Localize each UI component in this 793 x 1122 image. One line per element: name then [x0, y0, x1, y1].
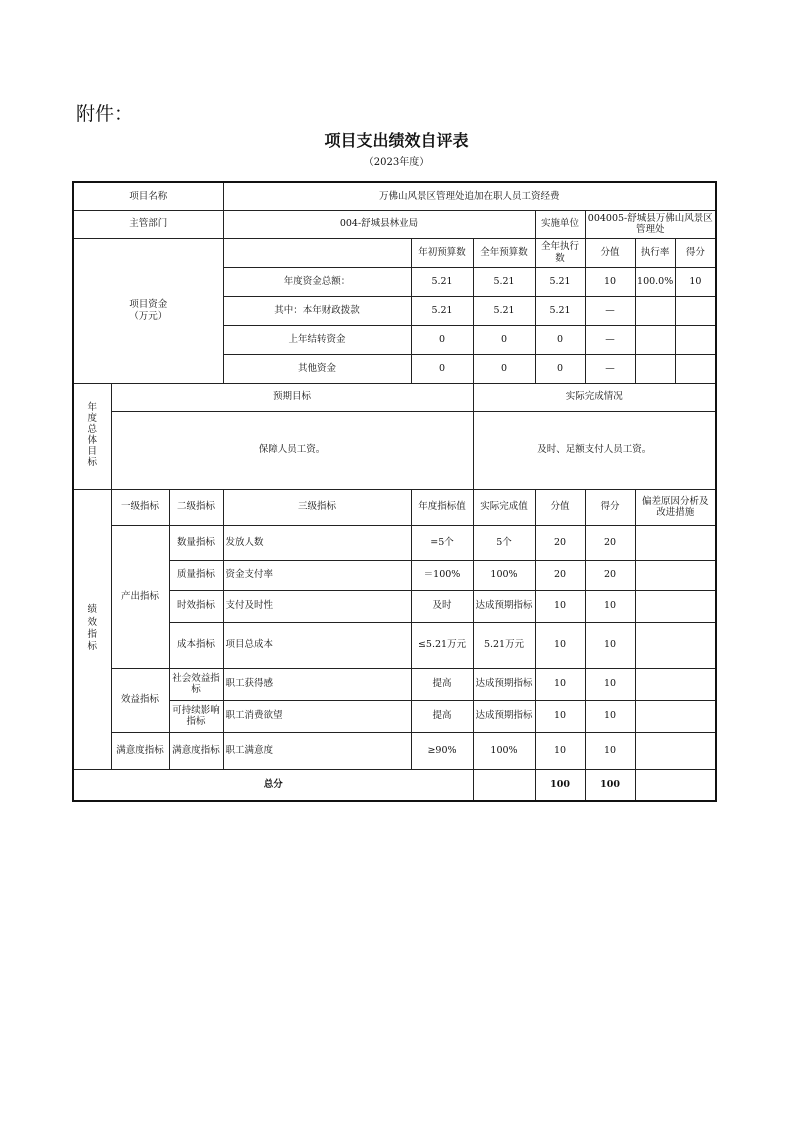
- indicator-note: [635, 525, 716, 560]
- header-actual: 实际完成值: [473, 489, 535, 525]
- indicator-score: 10: [535, 732, 585, 769]
- indicator-row: [73, 622, 716, 668]
- indicator-score: 20: [535, 525, 585, 560]
- funds-row-initial: 5.21: [411, 267, 473, 296]
- performance-indicators-label: 绩 效 指 标: [73, 489, 111, 769]
- indicator-note: [635, 732, 716, 769]
- indicator-level2: 时效指标: [169, 590, 223, 622]
- indicator-note: [635, 622, 716, 668]
- header-got: 得分: [585, 489, 635, 525]
- indicator-level2: 数量指标: [169, 525, 223, 560]
- funds-header-rate: 执行率: [640, 246, 670, 258]
- goals-content-row: [73, 411, 716, 489]
- total-score: 100: [535, 769, 585, 801]
- funds-header-row: [73, 238, 716, 267]
- indicator-score: 10: [535, 700, 585, 732]
- indicator-actual: 5个: [473, 525, 535, 560]
- indicator-level3: 职工满意度: [223, 732, 411, 769]
- attachment-label: 附件：: [76, 103, 134, 125]
- page-title: 项目支出绩效自评表: [324, 131, 469, 150]
- expected-goal-header: 预期目标: [111, 383, 473, 411]
- indicators-header-row: [73, 489, 716, 525]
- indicator-got: 20: [585, 560, 635, 590]
- funds-row-rate-value: [636, 326, 675, 354]
- indicator-got: 10: [585, 622, 635, 668]
- funds-row-got-value: 10: [675, 268, 715, 296]
- project-name-label: 项目名称: [73, 182, 223, 210]
- funds-row-score: —: [585, 325, 635, 354]
- indicator-score: 20: [535, 560, 585, 590]
- funds-row-score: —: [585, 296, 635, 325]
- indicator-target: ≤5.21万元: [411, 622, 473, 668]
- indicator-note: [635, 590, 716, 622]
- project-name-row: [73, 182, 716, 210]
- indicator-target: 提高: [411, 668, 473, 700]
- total-note-blank: [635, 769, 716, 801]
- indicator-level2: 成本指标: [169, 622, 223, 668]
- funds-row-score: 10: [585, 267, 635, 296]
- total-row: [73, 769, 716, 801]
- funds-row-initial: 0: [411, 354, 473, 383]
- indicator-got: 20: [585, 525, 635, 560]
- indicator-row: [73, 668, 716, 700]
- funds-row-rate: [635, 296, 716, 325]
- funds-row-rate: [635, 267, 716, 296]
- indicator-level3: 职工获得感: [223, 668, 411, 700]
- funds-header-rate-got: [635, 238, 716, 267]
- header-deviation: 偏差原因分析及改进措施: [635, 489, 716, 525]
- indicator-score: 10: [535, 668, 585, 700]
- indicator-actual: 达成预期指标: [473, 668, 535, 700]
- performance-evaluation-table: [72, 181, 717, 802]
- indicator-level2: 满意度指标: [169, 732, 223, 769]
- indicator-actual: 达成预期指标: [473, 700, 535, 732]
- funds-row-rate: [635, 325, 716, 354]
- total-actual-blank: [473, 769, 535, 801]
- indicator-actual: 5.21万元: [473, 622, 535, 668]
- total-label: 总分: [73, 769, 473, 801]
- actual-completion-text: 及时、足额支付人员工资。: [473, 411, 716, 489]
- header-target: 年度指标值: [411, 489, 473, 525]
- funds-row-annual: 5.21: [473, 267, 535, 296]
- indicator-actual: 100%: [473, 732, 535, 769]
- indicator-level3: 职工消费欲望: [223, 700, 411, 732]
- header-level1: 一级指标: [111, 489, 169, 525]
- funds-row-executed: 0: [535, 354, 585, 383]
- funds-row-got-value: [675, 326, 715, 354]
- indicator-row: [73, 590, 716, 622]
- indicator-actual: 达成预期指标: [473, 590, 535, 622]
- unit-label: 实施单位: [535, 210, 585, 238]
- header-score: 分值: [535, 489, 585, 525]
- funds-header-executed: 全年执行数: [535, 238, 585, 267]
- indicator-level2: 社会效益指标: [169, 668, 223, 700]
- project-name-value: 万佛山风景区管理处追加在职人员工资经费: [223, 182, 716, 210]
- funds-row-annual: 0: [473, 325, 535, 354]
- indicator-row: [73, 560, 716, 590]
- dept-value: 004-舒城县林业局: [223, 210, 535, 238]
- indicator-level2: 可持续影响指标: [169, 700, 223, 732]
- funds-label: 项目资金 （万元）: [73, 238, 223, 383]
- funds-row-rate-value: [636, 297, 675, 325]
- funds-header-initial: 年初预算数: [411, 238, 473, 267]
- funds-header-annual: 全年预算数: [473, 238, 535, 267]
- total-got: 100: [585, 769, 635, 801]
- indicator-score: 10: [535, 590, 585, 622]
- indicator-got: 10: [585, 732, 635, 769]
- funds-row-label: 年度资金总额：: [223, 267, 411, 296]
- funds-row-got-value: [675, 297, 715, 325]
- funds-row-executed: 0: [535, 325, 585, 354]
- funds-row-annual: 0: [473, 354, 535, 383]
- indicator-note: [635, 668, 716, 700]
- funds-row-rate-value: 100.0%: [637, 275, 674, 287]
- funds-row-label: 其中：本年财政拨款: [223, 296, 411, 325]
- funds-row-score: —: [585, 354, 635, 383]
- indicator-note: [635, 560, 716, 590]
- indicator-target: 提高: [411, 700, 473, 732]
- header-level2: 二级指标: [169, 489, 223, 525]
- expected-goal-text: 保障人员工资。: [111, 411, 473, 489]
- indicator-row: [73, 525, 716, 560]
- indicator-level3: 项目总成本: [223, 622, 411, 668]
- funds-row-rate: [635, 354, 716, 383]
- funds-row-label: 上年结转资金: [223, 325, 411, 354]
- indicator-target: 及时: [411, 590, 473, 622]
- funds-row-rate-value: [636, 355, 675, 383]
- indicator-level3: 发放人数: [223, 525, 411, 560]
- funds-row-got-value: [675, 355, 715, 383]
- department-row: [73, 210, 716, 238]
- funds-header-blank: [223, 238, 411, 267]
- indicator-row: [73, 700, 716, 732]
- indicator-level3: 资金支付率: [223, 560, 411, 590]
- funds-row-executed: 5.21: [535, 267, 585, 296]
- annual-goal-label: 年 度 总 体 目 标: [73, 383, 111, 489]
- group-output: 产出指标: [111, 525, 169, 668]
- funds-header-got: 得分: [675, 239, 715, 267]
- header-level3: 三级指标: [223, 489, 411, 525]
- group-benefit: 效益指标: [111, 668, 169, 732]
- funds-row-annual: 5.21: [473, 296, 535, 325]
- funds-row-executed: 5.21: [535, 296, 585, 325]
- indicator-got: 10: [585, 590, 635, 622]
- funds-row-label: 其他资金: [223, 354, 411, 383]
- funds-row-initial: 5.21: [411, 296, 473, 325]
- unit-value: 004005-舒城县万佛山风景区管理处: [585, 210, 716, 238]
- dept-label: 主管部门: [73, 210, 223, 238]
- indicator-got: 10: [585, 668, 635, 700]
- indicator-level3: 支付及时性: [223, 590, 411, 622]
- indicator-row: [73, 732, 716, 769]
- report-year: （2023年度）: [363, 157, 430, 168]
- indicator-target: =5个: [411, 525, 473, 560]
- indicator-level2: 质量指标: [169, 560, 223, 590]
- indicator-actual: 100%: [473, 560, 535, 590]
- indicator-note: [635, 700, 716, 732]
- indicator-got: 10: [585, 700, 635, 732]
- funds-row-initial: 0: [411, 325, 473, 354]
- group-satisfaction: 满意度指标: [111, 732, 169, 769]
- actual-completion-header: 实际完成情况: [473, 383, 716, 411]
- goals-header-row: [73, 383, 716, 411]
- indicator-target: ≥90%: [411, 732, 473, 769]
- funds-header-score: 分值: [585, 238, 635, 267]
- indicator-score: 10: [535, 622, 585, 668]
- indicator-target: ＝100%: [411, 560, 473, 590]
